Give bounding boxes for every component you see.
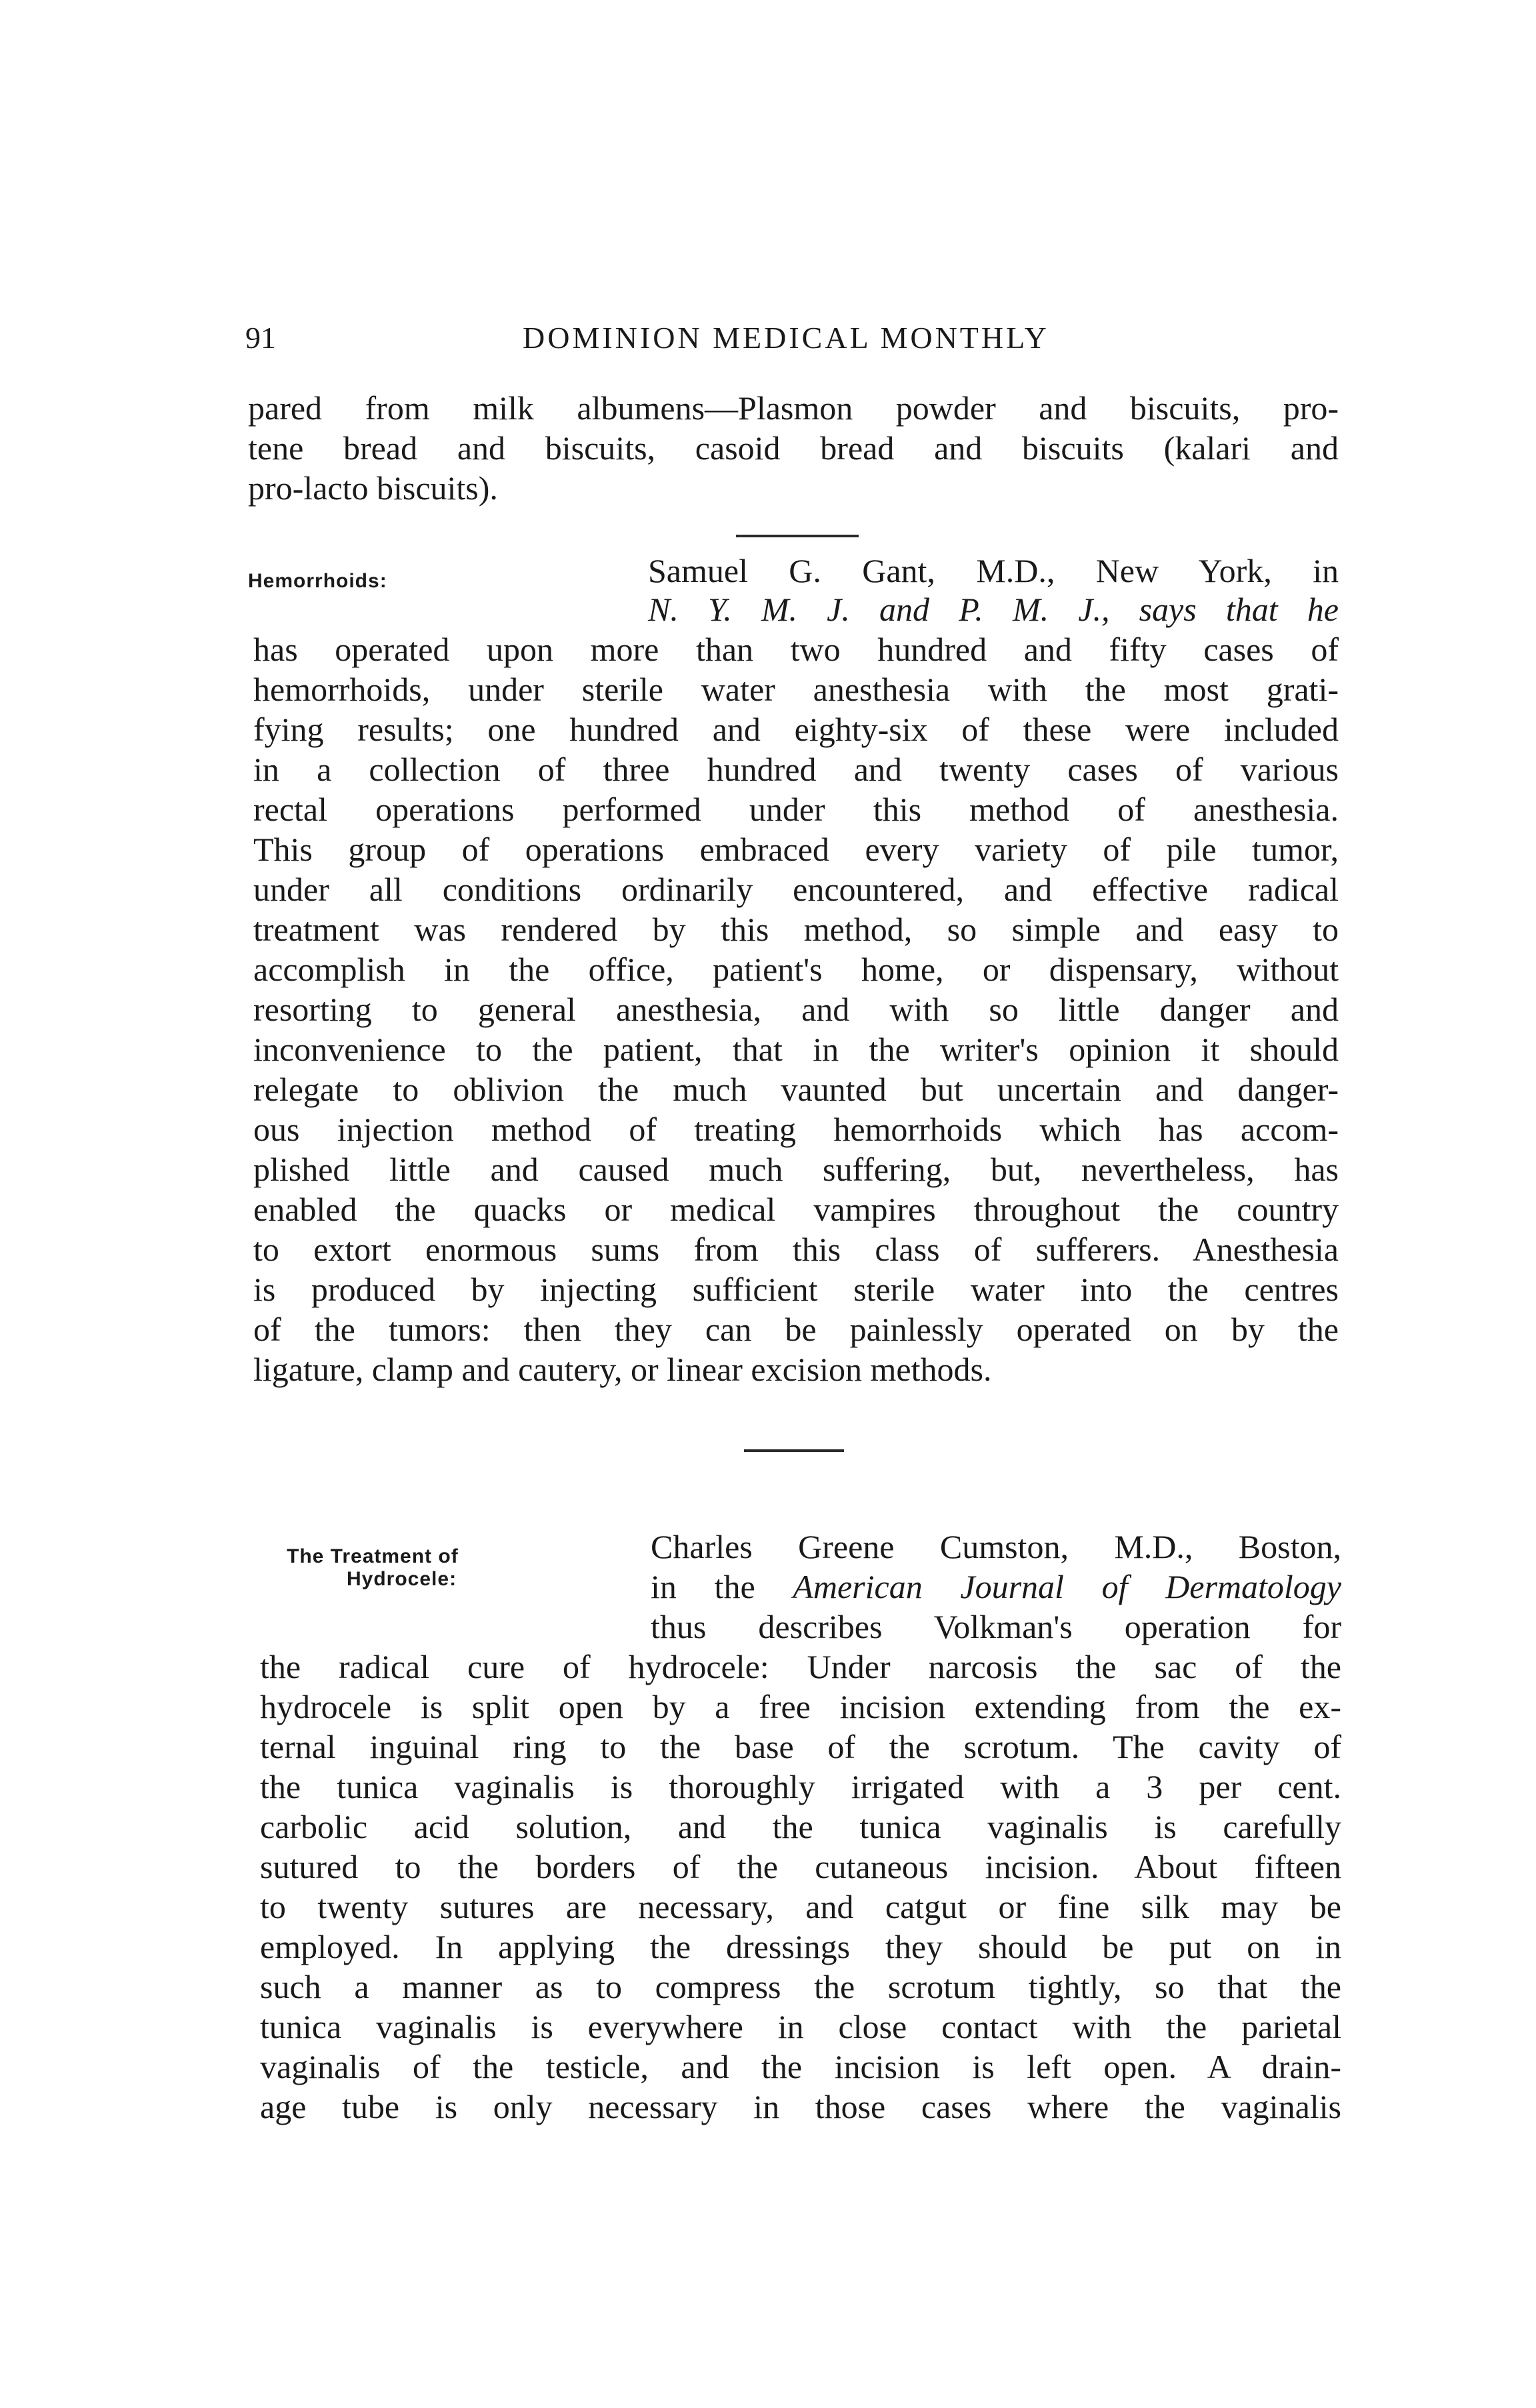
body-line: sutured to the borders of the cutaneous incision. About fifteen <box>260 1848 1341 1885</box>
body-line: accomplish in the office, patient's home, or dispensary, without <box>253 951 1339 988</box>
body-line: employed. In applying the dressings they should be put on in <box>260 1928 1341 1965</box>
body-line: carbolic acid solution, and the tunica vaginalis is carefully <box>260 1808 1341 1845</box>
section-divider <box>736 535 859 537</box>
body-line: resorting to general anesthesia, and with so little danger and <box>253 991 1339 1028</box>
body-line: hydrocele is split open by a free incision extending from the ex- <box>260 1688 1341 1725</box>
body-line: rectal operations performed under this method of anesthesia. <box>253 791 1339 828</box>
body-line: enabled the quacks or medical vampires throughout the country <box>253 1191 1339 1228</box>
body-line: tunica vaginalis is everywhere in close contact with the parietal <box>260 2008 1341 2045</box>
body-line: plished little and caused much suffering, but, nevertheless, has <box>253 1151 1339 1188</box>
running-title: DOMINION MEDICAL MONTHLY <box>523 321 1049 355</box>
page-number: 91 <box>245 321 276 355</box>
body-line: pro-lacto biscuits). <box>248 469 498 507</box>
body-line: under all conditions ordinarily encountered, and effective radical <box>253 871 1339 908</box>
body-line: Charles Greene Cumston, M.D., Boston, <box>651 1528 1341 1565</box>
body-line: ternal inguinal ring to the base of the scrotum. The cavity of <box>260 1728 1341 1765</box>
body-line: This group of operations embraced every variety of pile tumor, <box>253 831 1339 868</box>
body-line: inconvenience to the patient, that in the writer's opinion it should <box>253 1031 1339 1068</box>
body-line: the radical cure of hydrocele: Under narcosis the sac of the <box>260 1648 1341 1685</box>
body-line: treatment was rendered by this method, so simple and easy to <box>253 911 1339 948</box>
body-line: such a manner as to compress the scrotum tightly, so that the <box>260 1968 1341 2005</box>
body-line: tene bread and biscuits, casoid bread and biscuits (kalari and <box>248 429 1339 467</box>
body-line: vaginalis of the testicle, and the incision is left open. A drain- <box>260 2048 1341 2085</box>
body-line: to twenty sutures are necessary, and catgut or fine silk may be <box>260 1888 1341 1925</box>
section-divider <box>744 1449 844 1452</box>
body-line: thus describes Volkman's operation for <box>651 1608 1341 1645</box>
body-line: pared from milk albumens—Plasmon powder and biscuits, pro- <box>248 389 1339 427</box>
body-line: ligature, clamp and cautery, or linear excision methods. <box>253 1351 992 1388</box>
body-line: the tunica vaginalis is thoroughly irrigated with a 3 per cent. <box>260 1768 1341 1805</box>
body-line: in a collection of three hundred and twenty cases of various <box>253 751 1339 788</box>
body-line: fying results; one hundred and eighty-six of these were included <box>253 711 1339 748</box>
body-line: hemorrhoids, under sterile water anesthesia with the most grati- <box>253 671 1339 708</box>
body-line: to extort enormous sums from this class of sufferers. Anesthesia <box>253 1231 1339 1268</box>
body-line: relegate to oblivion the much vaunted but uncertain and danger- <box>253 1071 1339 1108</box>
body-line: N. Y. M. J. and P. M. J., says that he <box>648 591 1339 628</box>
side-heading-hemorrhoids: Hemorrhoids: <box>248 570 387 592</box>
body-line: has operated upon more than two hundred and fifty cases of <box>253 631 1339 668</box>
body-line: is produced by injecting sufficient sterile water into the centres <box>253 1271 1339 1308</box>
body-line: of the tumors: then they can be painlessly operated on by the <box>253 1311 1339 1348</box>
body-line: ous injection method of treating hemorrhoids which has accom- <box>253 1111 1339 1148</box>
body-line: in the American Journal of Dermatology <box>651 1568 1341 1605</box>
body-line: Samuel G. Gant, M.D., New York, in <box>648 552 1339 589</box>
side-heading-hydrocele-line2: Hydrocele: <box>347 1568 457 1590</box>
side-heading-hydrocele-line1: The Treatment of <box>287 1545 459 1567</box>
body-line: age tube is only necessary in those cases where the vaginalis <box>260 2088 1341 2125</box>
